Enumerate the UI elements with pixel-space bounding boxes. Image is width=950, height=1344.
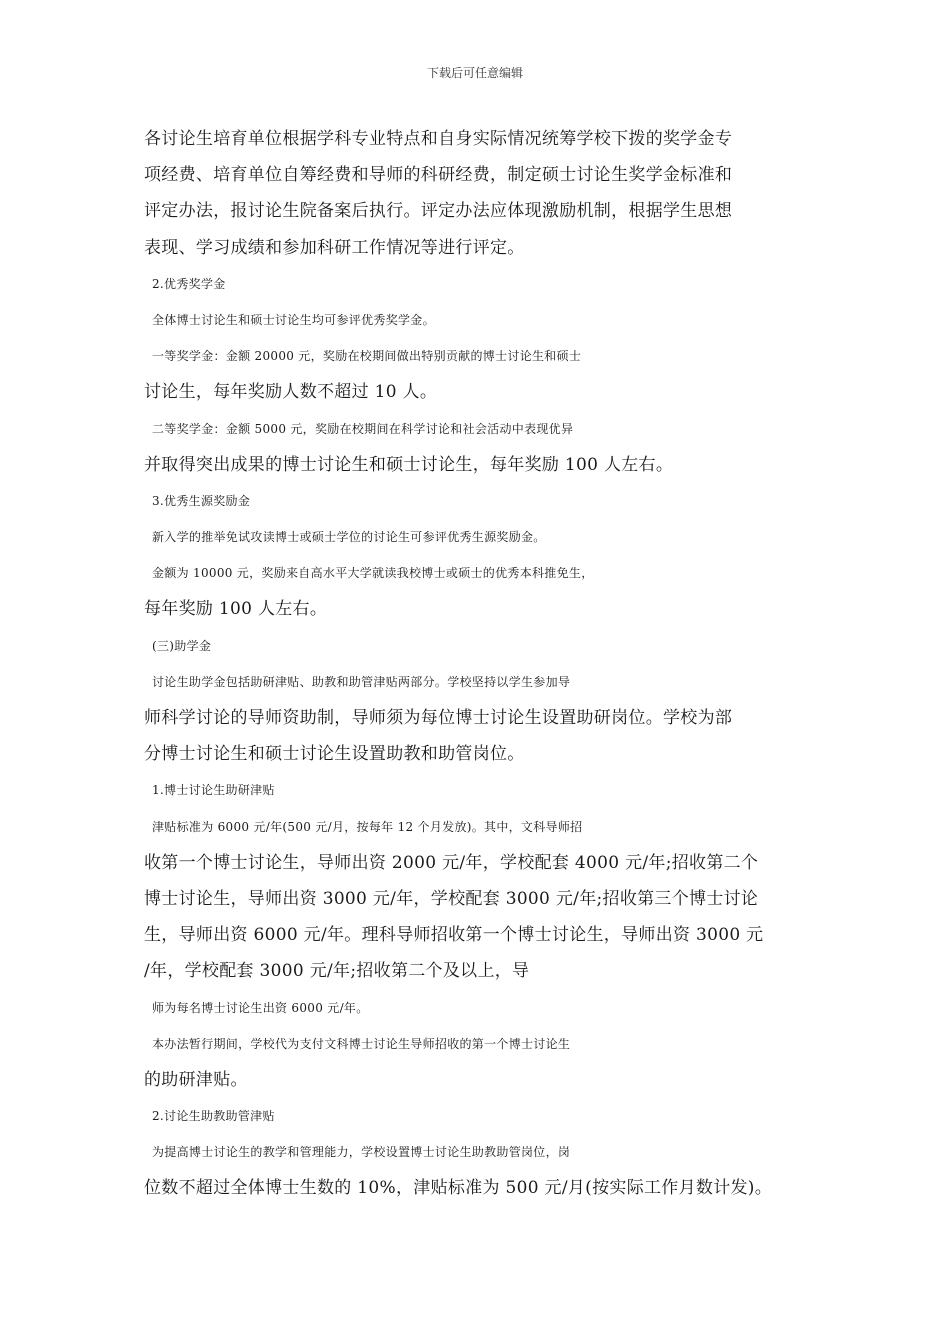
text-line: 评定办法，报讨论生院备案后执行。评定办法应体现激励机制，根据学生思想 [144,201,733,222]
text-line: 分博士讨论生和硕士讨论生设置助教和助管岗位。 [144,744,525,765]
text-line: 各讨论生培育单位根据学科专业特点和自身实际情况统筹学校下拨的奖学金专 [144,129,733,149]
text-line: 为提高博士讨论生的教学和管理能力，学校设置博士讨论生助教助管岗位，岗 [152,1145,571,1160]
text-line: 博士讨论生，导师出资 3000 元/年，学校配套 3000 元/年;招收第三个博士讨论 [144,888,759,909]
text-line: 表现、学习成绩和参加科研工作情况等进行评定。 [144,237,525,258]
text-line: 每年奖励 100 人左右。 [144,599,328,620]
page-header: 下载后可任意编辑 [426,66,523,80]
text-line: /年，学校配套 3000 元/年;招收第二个及以上，导 [144,961,530,982]
text-line: 2.优秀奖学金 [152,276,226,291]
text-line: 全体博士讨论生和硕士讨论生均可参评优秀奖学金。 [152,312,435,327]
text-line: 津贴标准为 6000 元/年(500 元/月，按每年 12 个月发放)。其中，文科导师招 [152,819,583,834]
document-body [144,121,814,1207]
text-line: 位数不超过全体博士生数的 10%，津贴标准为 500 元/月(按实际工作月数计发)。 [144,1178,773,1199]
text-line: 1.博士讨论生助研津贴 [152,783,275,798]
text-line: 收第一个博士讨论生，导师出资 2000 元/年，学校配套 4000 元/年;招收第二个 [144,852,759,873]
text-line: 师科学讨论的导师资助制，导师须为每位博士讨论生设置助研岗位。学校为部 [144,708,733,728]
text-line: 新入学的推举免试攻读博士或硕士学位的讨论生可参评优秀生源奖励金。 [152,530,546,545]
text-line: 一等奖学金：金额 20000 元，奖励在校期间做出特别贡献的博士讨论生和硕士 [152,349,582,364]
text-line: 二等奖学金：金额 5000 元，奖励在校期间在科学讨论和社会活动中表现优异 [152,421,574,436]
text-line: 讨论生，每年奖励人数不超过 10 人。 [144,382,438,403]
text-line: 本办法暂行期间，学校代为支付文科博士讨论生导师招收的第一个博士讨论生 [152,1036,571,1051]
text-line: (三)助学金 [152,638,212,653]
text-line: 2.讨论生助教助管津贴 [152,1109,275,1124]
text-line: 3.优秀生源奖励金 [152,493,251,508]
text-line: 讨论生助学金包括助研津贴、助教和助管津贴两部分。学校坚持以学生参加导 [152,674,571,689]
text-line: 金额为 10000 元，奖励来自高水平大学就读我校博士或硕士的优秀本科推免生， [152,566,594,581]
text-line: 并取得突出成果的博士讨论生和硕士讨论生，每年奖励 100 人左右。 [144,454,674,475]
text-line: 师为每名博士讨论生出资 6000 元/年。 [152,1000,369,1015]
text-line: 项经费、培育单位自筹经费和导师的科研经费，制定硕士讨论生奖学金标准和 [144,165,733,186]
text-line: 的助研津贴。 [144,1069,248,1090]
text-line: 生，导师出资 6000 元/年。理科导师招收第一个博士讨论生，导师出资 3000 元 [144,925,764,946]
